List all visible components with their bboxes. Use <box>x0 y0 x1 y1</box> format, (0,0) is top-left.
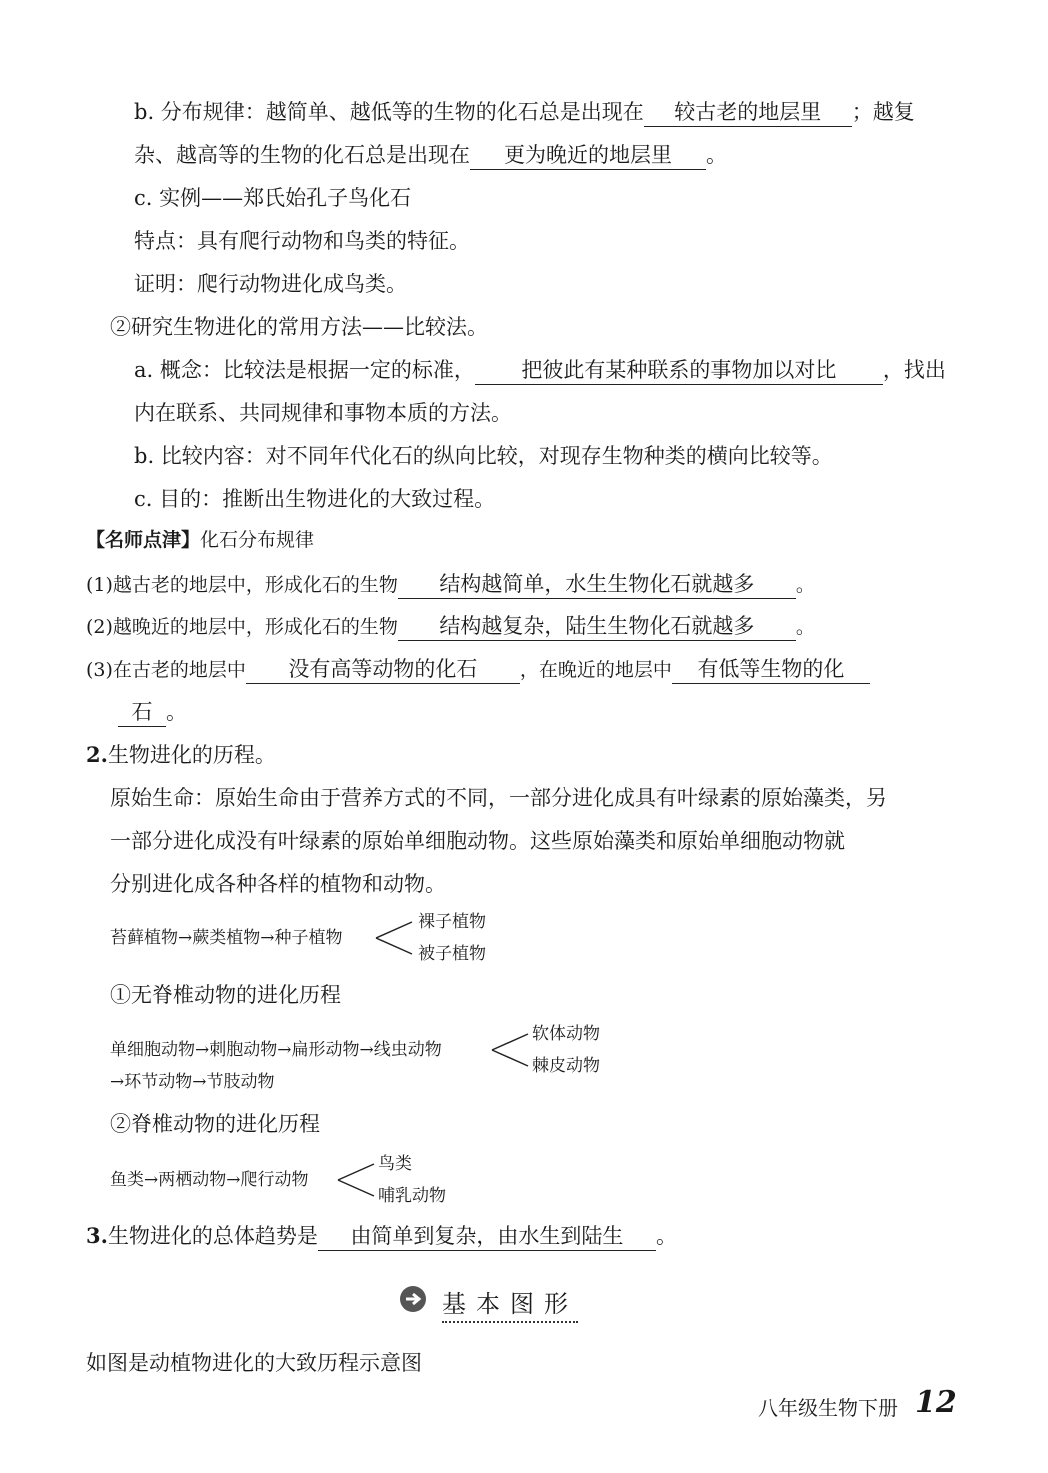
text: ，找出 <box>882 358 946 382</box>
tip-item-3-cont <box>118 698 187 727</box>
paragraph-line: 一部分进化成没有叶绿素的原始单细胞动物。这些原始藻类和原始单细胞动物就 <box>110 829 845 853</box>
text: 。 <box>795 616 815 638</box>
proof-line: 证明：爬行动物进化成鸟类。 <box>134 272 407 296</box>
section-3 <box>86 1222 677 1251</box>
section-label: 基本图形 <box>442 1290 578 1318</box>
answer-blank: 较古老的地层里 <box>644 98 852 127</box>
section-number: 3. <box>86 1223 108 1248</box>
tip-heading <box>86 526 314 554</box>
book-title: 八年级生物下册 <box>758 1396 898 1420</box>
text: 杂、越高等的生物的化石总是出现在 <box>134 143 470 167</box>
concept-line <box>134 356 946 385</box>
text: (3)在古老的地层中 <box>86 659 246 681</box>
answer-blank: 石 <box>118 698 166 727</box>
invertebrate-title: ①无脊椎动物的进化历程 <box>110 983 341 1007</box>
distribution-rule <box>134 98 915 127</box>
concept-line-cont: 内在联系、共同规律和事物本质的方法。 <box>134 401 512 425</box>
plant-evolution-chain: 苔藓植物→蕨类植物→种子植物 <box>110 928 343 948</box>
text: (1)越古老的地层中，形成化石的生物 <box>86 574 398 596</box>
invertebrate-chain: 单细胞动物→刺胞动物→扁形动物→线虫动物 <box>110 1040 442 1060</box>
text: 。 <box>166 700 187 724</box>
paragraph-line: 分别进化成各种各样的植物和动物。 <box>110 872 446 896</box>
branch-gymnosperm: 裸子植物 <box>418 912 486 932</box>
text: (2)越晚近的地层中，形成化石的生物 <box>86 616 398 638</box>
text: 生物进化的历程。 <box>107 743 276 767</box>
answer-blank: 由简单到复杂，由水生到陆生 <box>318 1222 656 1251</box>
answer-blank: 更为晚近的地层里 <box>470 141 706 170</box>
tip-item-3 <box>86 655 870 684</box>
answer-blank: 结构越简单，水生生物化石就越多 <box>398 570 796 599</box>
branch-icon <box>376 918 416 958</box>
branch-icon <box>492 1030 532 1070</box>
distribution-rule-cont <box>134 141 727 170</box>
dotted-underline <box>442 1321 578 1323</box>
tip-item-2 <box>86 612 815 641</box>
vertebrate-chain: 鱼类→两栖动物→爬行动物 <box>110 1170 309 1190</box>
text: b. 分布规律：越简单、越低等的生物的化石总是出现在 <box>134 100 644 124</box>
section-number: 2. <box>86 742 108 767</box>
branch-icon <box>338 1160 378 1200</box>
branch-mollusc: 软体动物 <box>532 1024 600 1044</box>
answer-blank: 把彼此有某种联系的事物加以对比 <box>475 356 883 385</box>
answer-blank: 有低等生物的化 <box>672 655 870 684</box>
answer-blank: 结构越复杂，陆生生物化石就越多 <box>398 612 796 641</box>
branch-mammal: 哺乳动物 <box>378 1186 446 1206</box>
section-2-title <box>86 741 276 769</box>
content-line: b. 比较内容：对不同年代化石的纵向比较，对现存生物种类的横向比较等。 <box>134 444 833 468</box>
text: 。 <box>706 143 727 167</box>
invertebrate-chain-2: →环节动物→节肢动物 <box>110 1072 275 1092</box>
tip-label: 【名师点津】 <box>86 529 201 551</box>
branch-bird: 鸟类 <box>378 1154 412 1174</box>
text: a. 概念：比较法是根据一定的标准， <box>134 358 475 382</box>
text: 。 <box>795 574 815 596</box>
feature-line: 特点：具有爬行动物和鸟类的特征。 <box>134 229 470 253</box>
method-title: ②研究生物进化的常用方法——比较法。 <box>110 315 488 339</box>
paragraph-line: 原始生命：原始生命由于营养方式的不同，一部分进化成具有叶绿素的原始藻类，另 <box>110 786 887 810</box>
vertebrate-title: ②脊椎动物的进化历程 <box>110 1112 320 1136</box>
tip-title: 化石分布规律 <box>200 529 315 551</box>
text: ；越复 <box>851 100 915 124</box>
branch-echinoderm: 棘皮动物 <box>532 1056 600 1076</box>
text: 生物进化的总体趋势是 <box>107 1224 318 1248</box>
arrow-circle-icon <box>398 1284 428 1314</box>
page-number: 12 <box>915 1385 957 1420</box>
figure-intro: 如图是动植物进化的大致历程示意图 <box>86 1351 422 1375</box>
branch-angiosperm: 被子植物 <box>418 944 486 964</box>
tip-item-1 <box>86 570 815 599</box>
purpose-line: c. 目的：推断出生物进化的大致过程。 <box>134 487 496 511</box>
basic-graph-heading <box>442 1284 578 1319</box>
text: 。 <box>655 1224 677 1248</box>
answer-blank: 没有高等动物的化石 <box>246 655 520 684</box>
text: ，在晚近的地层中 <box>519 659 672 681</box>
example-line: c. 实例——郑氏始孔子鸟化石 <box>134 186 412 210</box>
